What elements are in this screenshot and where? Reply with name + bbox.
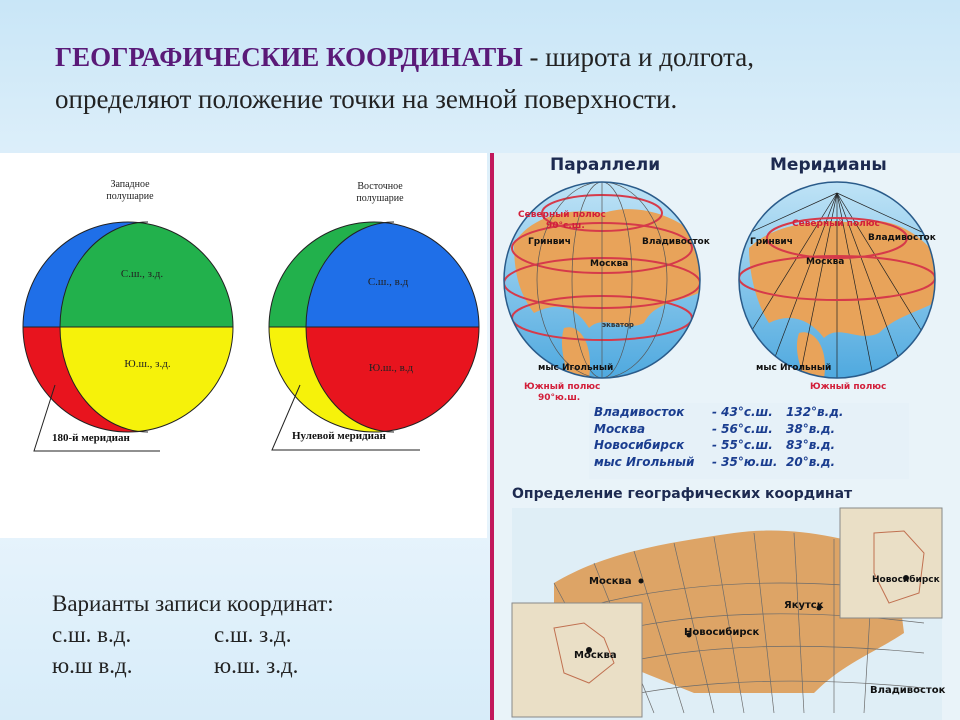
south-pole-label-2: Южный полюс	[810, 382, 887, 392]
title-bold: ГЕОГРАФИЧЕСКИЕ КООРДИНАТЫ	[55, 42, 523, 72]
title-rest: - широта и долгота,	[522, 42, 754, 72]
prime-meridian-label: Нулевой меридиан	[292, 430, 386, 442]
coord-row	[594, 422, 843, 439]
east-north-label: С.ш., в.д	[367, 276, 409, 288]
west-south-label: Ю.ш., з.д.	[124, 358, 171, 370]
hemispheres-panel	[0, 153, 487, 538]
greenwich-label-2: Гринвич	[750, 237, 793, 247]
coord-city: Москва	[594, 421, 646, 436]
meridians-globe	[739, 182, 935, 381]
cape-agulhas-label-2: мыс Игольный	[756, 363, 832, 373]
moscow-label: Москва	[590, 259, 629, 269]
coord-lat: - 35°ю.ш.	[712, 454, 778, 469]
moscow-label-2: Москва	[806, 257, 845, 267]
west-north-label: С.ш., з.д.	[120, 268, 164, 280]
coord-lon: 83°в.д.	[786, 438, 836, 452]
slide-header	[55, 36, 935, 120]
map-title: Определение географических координат	[512, 486, 853, 502]
title-line	[55, 36, 935, 78]
variant-item: ю.ш в.д.	[52, 653, 133, 678]
west-title-line1: Западное	[110, 179, 150, 190]
north-pole-label: Северный полюс	[518, 210, 606, 220]
coord-city: Новосибирск	[594, 438, 685, 452]
coord-lon: 132°в.д.	[786, 405, 844, 419]
coord-row	[594, 438, 843, 455]
map-moscow-label: Москва	[589, 576, 632, 587]
variants-title: Варианты записи координат:	[52, 591, 334, 616]
variant-item: ю.ш. з.д.	[214, 653, 299, 678]
vladivostok-label-2: Владивосток	[868, 233, 936, 243]
north-pole-label-2: Северный полюс	[792, 219, 880, 229]
coord-row	[594, 455, 843, 472]
coord-city: Владивосток	[594, 405, 685, 419]
coord-city: мыс Игольный	[594, 454, 695, 469]
west-hemisphere-title	[92, 179, 168, 203]
variants-row	[52, 650, 334, 681]
map-novosibirsk-label: Новосибирск	[684, 627, 760, 638]
variant-item: с.ш. в.д.	[52, 622, 132, 647]
coord-lon: 20°в.д.	[786, 454, 836, 469]
greenwich-label: Гринвич	[528, 237, 571, 247]
coord-lat: - 56°с.ш.	[712, 421, 773, 436]
inset-moscow-label: Москва	[574, 650, 617, 661]
hemispheres-diagram	[0, 153, 487, 538]
subtitle: определяют положение точки на земной поверхности.	[55, 84, 678, 114]
variants-row	[52, 619, 334, 650]
meridians-title: Меридианы	[770, 155, 887, 175]
coordinates-table	[594, 405, 843, 471]
east-title-line2: полушарие	[356, 193, 404, 204]
meridian-180-label: 180-й меридиан	[52, 432, 130, 444]
west-title-line2: полушарие	[106, 191, 154, 202]
coord-lat: - 55°с.ш.	[712, 438, 773, 452]
inset-novosibirsk-label: Новосибирск	[872, 575, 940, 585]
map-yakutsk-label: Якутск	[784, 600, 824, 611]
south-pole-coord: 90°ю.ш.	[538, 393, 581, 403]
atlas-panel	[494, 153, 960, 720]
coord-lon: 38°в.д.	[786, 421, 836, 436]
south-pole-label: Южный полюс	[524, 382, 601, 392]
coordinate-variants	[52, 588, 334, 681]
coord-lat: - 43°с.ш.	[712, 405, 773, 419]
variant-item: с.ш. з.д.	[214, 622, 292, 647]
parallels-title: Параллели	[550, 155, 661, 175]
equator-label: экватор	[602, 321, 634, 329]
cape-agulhas-label: мыс Игольный	[538, 363, 614, 373]
east-south-label: Ю.ш., в.д	[368, 362, 414, 374]
coord-row	[594, 405, 843, 422]
map-vladivostok-label: Владивосток	[870, 685, 946, 696]
east-hemisphere-title	[340, 181, 420, 205]
vladivostok-label: Владивосток	[642, 237, 710, 247]
north-pole-coord: 90°с.ш.	[546, 221, 585, 231]
east-title-line1: Восточное	[357, 181, 403, 192]
